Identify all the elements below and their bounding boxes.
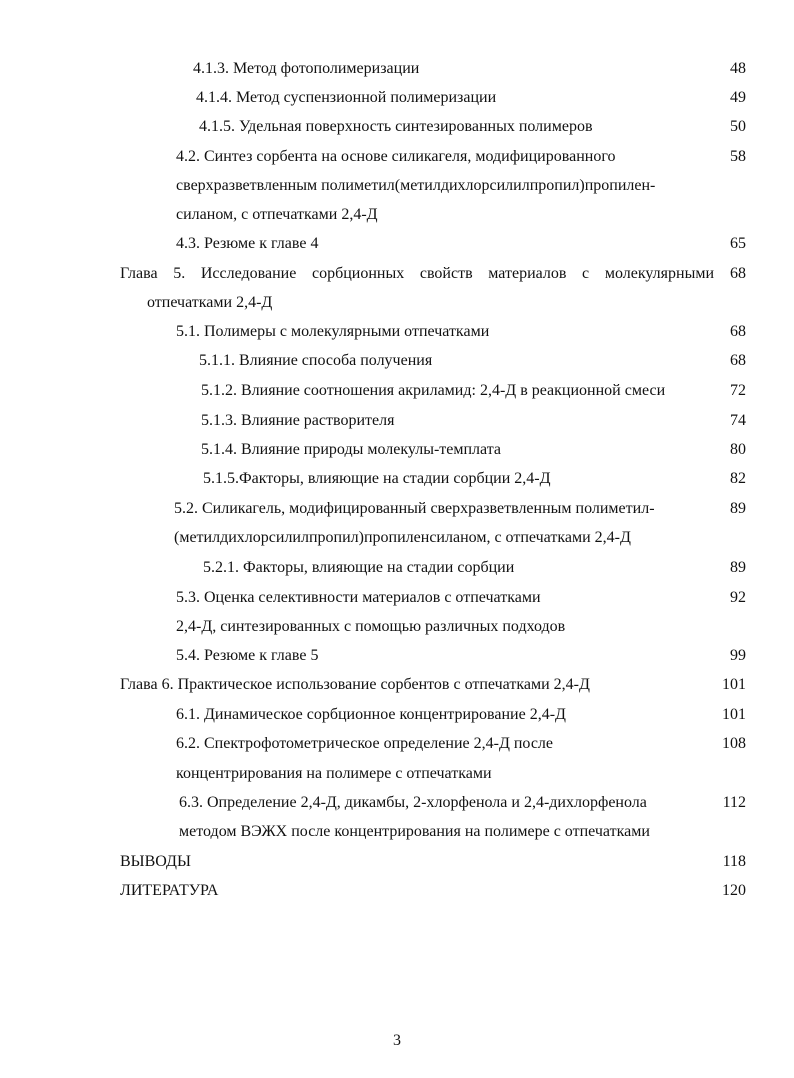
toc-entry-page: 65 [730, 235, 746, 252]
toc-entry-title: 4.1.4. Метод суспензионной полимеризации [196, 89, 497, 106]
toc-entry-page: 82 [730, 470, 746, 487]
toc-entry-title-continued: (метилдихлорсилилпропил)пропиленсиланом, с отпечатками 2,4-Д [174, 529, 631, 546]
toc-entry-title: 5.1.2. Влияние соотношения акриламид: 2,4-Д в реакционной смеси [201, 382, 666, 399]
toc-entry-title: 5.1.1. Влияние способа получения [199, 352, 433, 369]
toc-entry-page: 49 [730, 89, 746, 106]
toc-entry-page: 99 [730, 647, 746, 664]
toc-entry-title-continued: 2,4-Д, синтезированных с помощью различных подходов [176, 618, 566, 635]
toc-entry-title: 6.3. Определение 2,4-Д, дикамбы, 2-хлорфенола и 2,4-дихлорфенола [179, 794, 647, 811]
toc-entry-page: 48 [730, 60, 746, 77]
toc-entry-page: 80 [730, 441, 746, 458]
toc-entry-page: 68 [730, 265, 746, 282]
toc-entry-title: 4.3. Резюме к главе 4 [176, 235, 319, 252]
toc-entry-title-continued: сверхразветвленным полиметил(метилдихлорсилилпропил)пропилен- [176, 177, 656, 194]
toc-entry-page: 89 [730, 559, 746, 576]
toc-entry-page: 89 [730, 500, 746, 517]
toc-entry-title: 6.2. Спектрофотометрическое определение 2,4-Д после [176, 735, 553, 752]
toc-entry-page: 92 [730, 589, 746, 606]
toc-entry-title: 5.1.5.Факторы, влияющие на стадии сорбции 2,4-Д [203, 470, 551, 487]
toc-entry-title: Глава 5. Исследование сорбционных свойств материалов с молекулярными [120, 265, 714, 282]
toc-entry-page: 112 [722, 794, 746, 811]
toc-entry-title: 6.1. Динамическое сорбционное концентрирование 2,4-Д [176, 706, 566, 723]
toc-entry-page: 74 [730, 412, 746, 429]
toc-entry-title: 5.4. Резюме к главе 5 [176, 647, 319, 664]
toc-entry-title: 5.3. Оценка селективности материалов с отпечатками [176, 589, 541, 606]
toc-entry-title: 4.1.3. Метод фотополимеризации [193, 60, 420, 77]
toc-entry-page: 108 [722, 735, 746, 752]
toc-entry-page: 50 [730, 118, 746, 135]
toc-entry-title: 5.1.3. Влияние растворителя [201, 412, 395, 429]
toc-entry-page: 101 [722, 676, 746, 693]
toc-entry-page: 58 [730, 148, 746, 165]
toc-entry-title-continued: методом ВЭЖХ после концентрирования на полимере с отпечатками [179, 823, 650, 840]
toc-entry-title: 4.2. Синтез сорбента на основе силикагеля, модифицированного [176, 148, 616, 165]
toc-entry-page: 120 [722, 882, 746, 899]
toc-entry-title: Глава 6. Практическое использование сорбентов с отпечатками 2,4-Д [120, 676, 590, 693]
toc-entry-title: 5.1.4. Влияние природы молекулы-темплата [201, 441, 502, 458]
toc-entry-page: 68 [730, 323, 746, 340]
toc-entry-title: 5.2.1. Факторы, влияющие на стадии сорбции [203, 559, 515, 576]
toc-entry-page: 72 [730, 382, 746, 399]
toc-entry-title: 4.1.5. Удельная поверхность синтезированных полимеров [199, 118, 593, 135]
toc-entry-title: 5.2. Силикагель, модифицированный сверхразветвленным полиметил- [174, 500, 655, 517]
page-number: 3 [393, 1032, 401, 1049]
toc-entry-title: ВЫВОДЫ [120, 853, 191, 870]
toc-entry-title: 5.1. Полимеры с молекулярными отпечатками [176, 323, 490, 340]
toc-entry-title-continued: отпечатками 2,4-Д [147, 294, 273, 311]
toc-entry-title-continued: концентрирования на полимере с отпечатками [176, 765, 492, 782]
toc-entry-title: ЛИТЕРАТУРА [120, 882, 219, 899]
toc-entry-page: 68 [730, 352, 746, 369]
toc-entry-page: 101 [722, 706, 746, 723]
toc-entry-page: 118 [722, 853, 746, 870]
toc-entry-title-continued: силаном, с отпечатками 2,4-Д [176, 206, 378, 223]
